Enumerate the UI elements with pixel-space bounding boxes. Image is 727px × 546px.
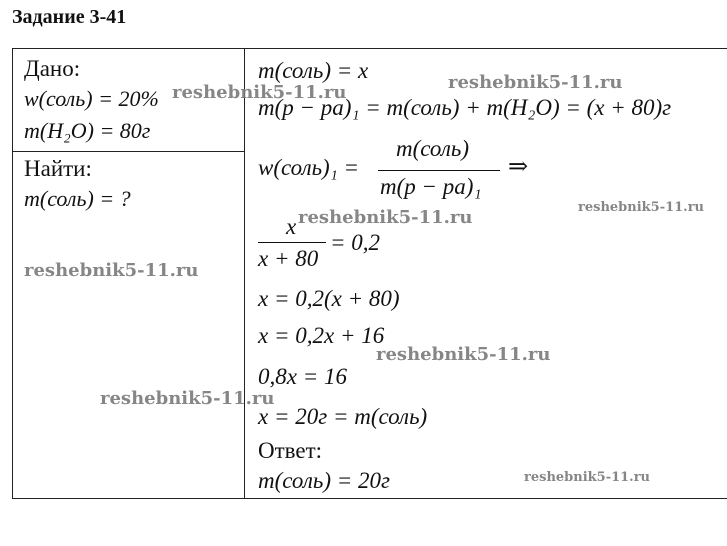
answer-value: m(соль) = 20г [258,468,390,493]
watermark: reshebnik5-11.ru [24,260,199,281]
solution-line-1: m(соль) = x [258,58,369,83]
fraction-bar [258,242,326,243]
given-mass-fraction: w(соль) = 20% [24,86,159,111]
watermark: reshebnik5-11.ru [578,200,705,215]
implies-arrow: ⇒ [508,154,529,180]
solution-line-5: x = 0,2(x + 80) [258,286,400,311]
fraction-denominator: x + 80 [258,246,319,271]
find-salt-mass: m(соль) = ? [24,186,131,211]
solution-line-7: 0,8x = 16 [258,364,347,389]
solution-line-2: m(р − ра)₁ = m(соль) + m(H₂O) = (x + 80)г [258,95,672,120]
watermark: reshebnik5-11.ru [448,72,623,93]
watermark: reshebnik5-11.ru [524,470,651,485]
solution-line-3-left: w(соль)₁ = [258,155,359,180]
fraction-numerator: x [286,214,297,239]
solution-line-3-fraction [378,136,504,204]
watermark: reshebnik5-11.ru [376,344,551,365]
fraction-bar [378,170,500,171]
fraction-numerator: m(соль) [396,136,469,161]
solution-line-6: x = 0,2x + 16 [258,323,385,348]
fraction-denominator: m(р − ра)₁ [380,174,482,199]
answer-label: Ответ: [258,438,323,463]
page-title: Задание 3-41 [12,6,127,28]
solution-line-4-rhs: = 0,2 [330,230,381,255]
watermark: reshebnik5-11.ru [298,207,473,228]
watermark: reshebnik5-11.ru [100,388,275,409]
column-divider [244,48,245,499]
watermark: reshebnik5-11.ru [172,82,347,103]
find-header: Найти: [24,156,92,181]
given-water-mass: m(H₂O) = 80г [24,118,151,143]
given-find-divider [12,151,244,152]
solution-line-8: x = 20г = m(соль) [258,404,428,429]
given-header: Дано: [24,56,81,81]
